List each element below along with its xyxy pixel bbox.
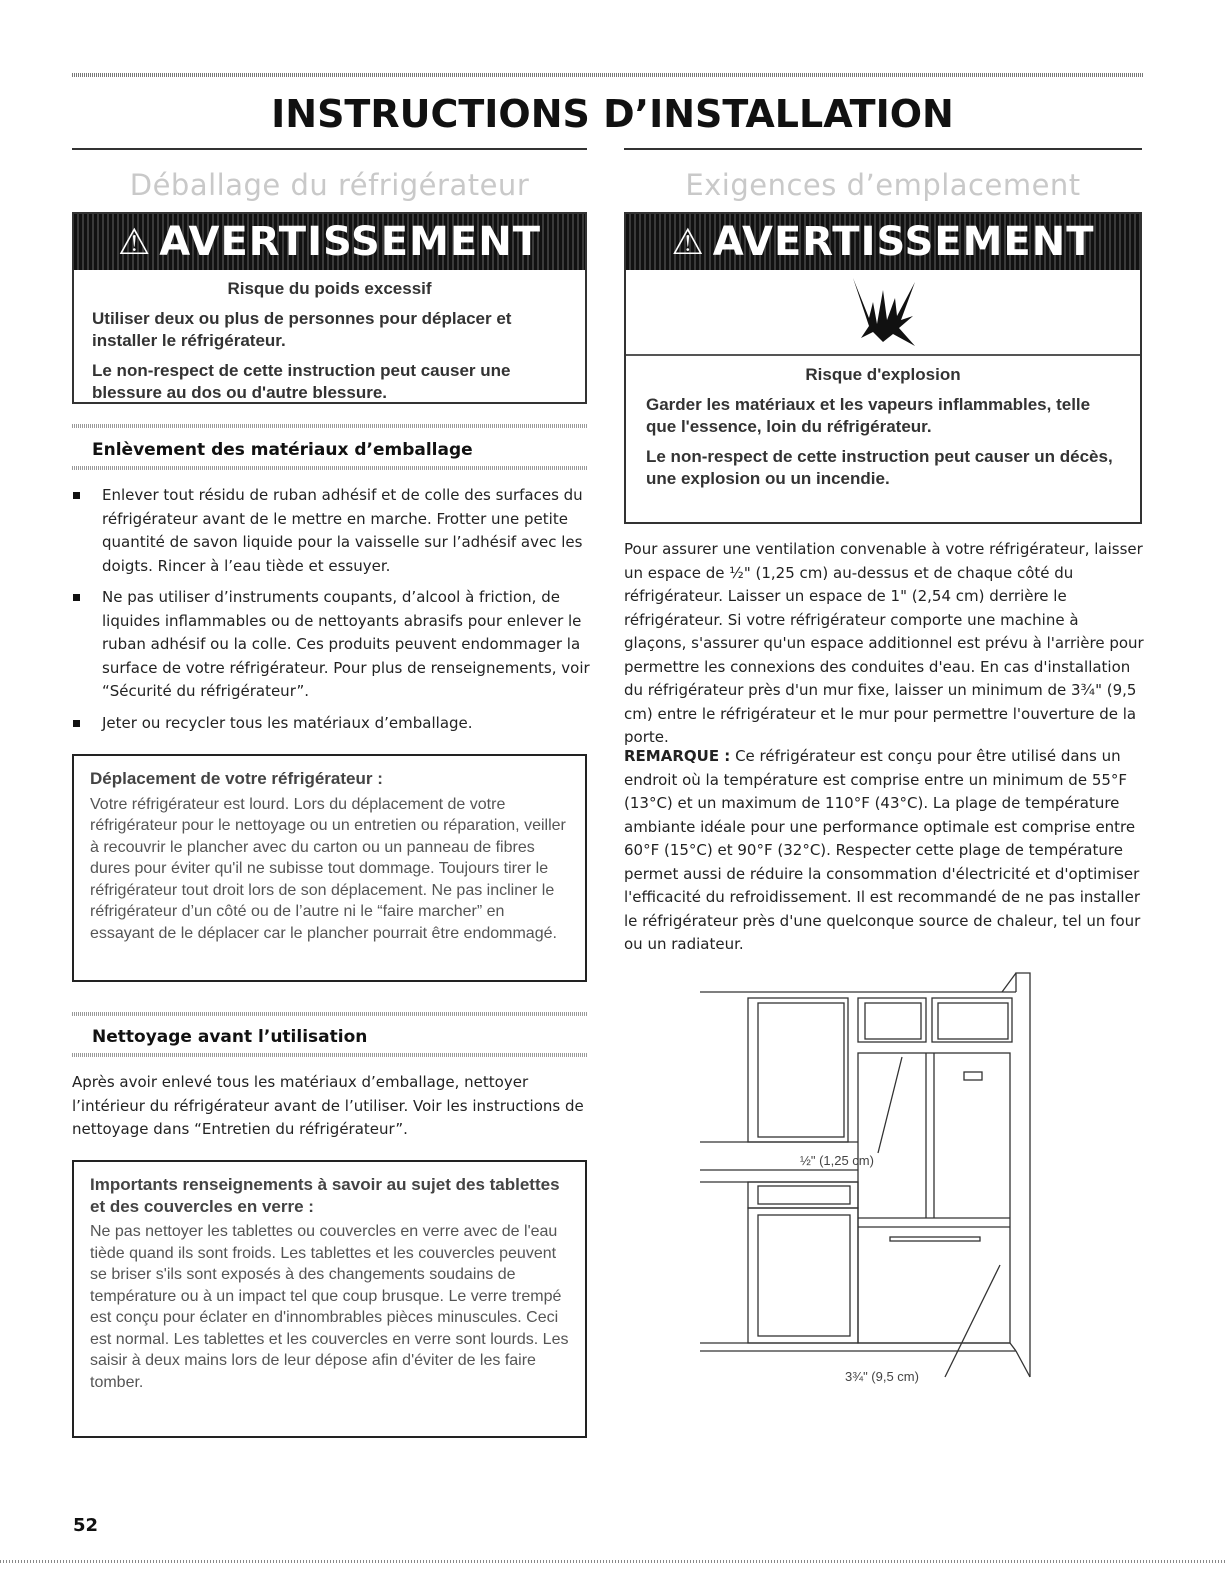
dotted-rule [72, 424, 587, 428]
warning-header: ⚠ AVERTISSEMENT [626, 214, 1140, 270]
page-title: INSTRUCTIONS D’INSTALLATION [271, 92, 954, 136]
weight-warning-box [72, 212, 587, 404]
dotted-rule [72, 1053, 587, 1057]
warning-line-1: Utiliser deux ou plus de personnes pour déplacer et installer le réfrigérateur. [92, 309, 512, 350]
list-item: Enlever tout résidu de ruban adhésif et de colle des surfaces du réfrigérateur avant de le mettre en marche. Frotter une petite quantité de savon liquide pour la vaisselle sur l’adhésif avec les doigts. Rincer à l’eau tiède et essuyer. [72, 484, 592, 578]
remark-label: REMARQUE : [624, 747, 731, 765]
bottom-clearance-label: 3¾" (9,5 cm) [845, 1369, 919, 1384]
glass-info-box [72, 1160, 587, 1438]
page-number: 52 [73, 1515, 99, 1536]
cleaning-heading: Nettoyage avant l’utilisation [92, 1027, 368, 1047]
moving-box-text: Votre réfrigérateur est lourd. Lors du déplacement de votre réfrigérateur pour le nettoyage ou un entretien ou réparation, veiller à recouvrir le plancher avec du carton ou un panneau de fibres dures pour éviter qu'il ne subisse tout dommage. Toujours tirer le réfrigérateur tout droit lors de son déplacement. Ne pas incliner le réfrigérateur d’un côté ou de l’autre ni le “faire marcher” en essayant de le déplacer car le plancher pourrait être endommagé. [90, 795, 566, 942]
left-column-rule [72, 148, 587, 150]
explosion-warning-box [624, 212, 1142, 524]
dotted-rule [72, 1012, 587, 1016]
list-item: Jeter ou recycler tous les matériaux d’emballage. [72, 712, 592, 736]
warning-line-2: Le non-respect de cette instruction peut causer une blessure au dos ou d'autre blessure. [92, 361, 511, 402]
moving-box-title: Déplacement de votre réfrigérateur : [90, 769, 383, 788]
glass-box-text: Ne pas nettoyer les tablettes ou couvercles en verre avec de l'eau tiède quand ils sont froids. Les tablettes et les couvercles peuvent se briser s'ils sont exposés à des changements soudains de température ou à un impact tel que coup brusque. Le verre trempé est conçu pour éclater en d'innombrables pièces minuscules. Ceci est normal. Les tablettes et les couvercles en verre sont lourds. Les saisir à deux mains lors de leur dépose afin d'éviter de les faire tomber. [90, 1223, 569, 1391]
top-clearance-label: ½" (1,25 cm) [800, 1153, 874, 1168]
left-section-title: Déballage du réfrigérateur [129, 168, 530, 202]
warning-line-2: Le non-respect de cette instruction peut causer un décès, une explosion ou un incendie. [646, 447, 1113, 488]
clearance-diagram [700, 965, 1050, 1395]
cleaning-text: Après avoir enlevé tous les matériaux d’emballage, nettoyer l’intérieur du réfrigérateur avant de l’utiliser. Voir les instructions de nettoyage dans “Entretien du réfrigérateur”. [72, 1073, 584, 1138]
warning-triangle-icon: ⚠ [671, 221, 705, 263]
bottom-rule [0, 1560, 1225, 1563]
warning-header: ⚠ AVERTISSEMENT [74, 214, 585, 270]
warning-triangle-icon: ⚠ [117, 221, 152, 263]
dotted-rule [72, 466, 587, 470]
remark-text: Ce réfrigérateur est conçu pour être utilisé dans un endroit où la température est comprise entre un minimum de 55°F (13°C) et un maximum de 110°F (43°C). La plage de température ambiante idéale pour une performance optimale est comprise entre 60°F (15°C) et 90°F (32°C). Respecter cette plage de température permet aussi de réduire la consommation d'électricité et d'optimiser l'efficacité du refroidissement. Il est recommandé de ne pas installer le réfrigérateur près d'une quelconque source de chaleur, tel un four ou un radiateur. [624, 747, 1141, 953]
warning-line-1: Garder les matériaux et les vapeurs inflammables, telle que l'essence, loin du réfrigérateur. [646, 395, 1091, 436]
removal-heading: Enlèvement des matériaux d’emballage [92, 440, 473, 460]
removal-list [72, 484, 592, 743]
moving-info-box [72, 754, 587, 982]
right-section-title: Exigences d’emplacement [685, 168, 1081, 202]
top-rule [72, 73, 1144, 77]
glass-box-title: Importants renseignements à savoir au sujet des tablettes et des couvercles en verre : [90, 1175, 560, 1216]
remark-paragraph [624, 745, 1144, 957]
explosion-icon [843, 272, 923, 352]
list-item: Ne pas utiliser d’instruments coupants, d’alcool à friction, de liquides inflammables ou de nettoyants abrasifs pour enlever le ruban adhésif ou la colle. Ces produits peuvent endommager la surface de votre réfrigérateur. Pour plus de renseignements, voir “Sécurité du réfrigérateur”. [72, 586, 592, 704]
right-column-rule [624, 148, 1142, 150]
warning-body [626, 356, 1140, 490]
warning-body [74, 270, 585, 404]
ventilation-text: Pour assurer une ventilation convenable à votre réfrigérateur, laisser un espace de ½" (1,25 cm) au-dessus et de chaque côté du réfrigérateur. Laisser un espace de 1" (2,54 cm) derrière le réfrigérateur. Si votre réfrigérateur comporte une machine à glaçons, s'assurer qu'un espace additionnel est prévu à l'arrière pour permettre les connexions des conduites d'eau. En cas d'installation du réfrigérateur près d'un mur fixe, laisser un minimum de 3¾" (9,5 cm) entre le réfrigérateur et le mur pour permettre l'ouverture de la porte. [624, 540, 1144, 746]
explosion-icon-area [626, 270, 1140, 356]
warning-risk: Risque du poids excessif [227, 279, 432, 298]
warning-risk: Risque d'explosion [805, 365, 961, 384]
